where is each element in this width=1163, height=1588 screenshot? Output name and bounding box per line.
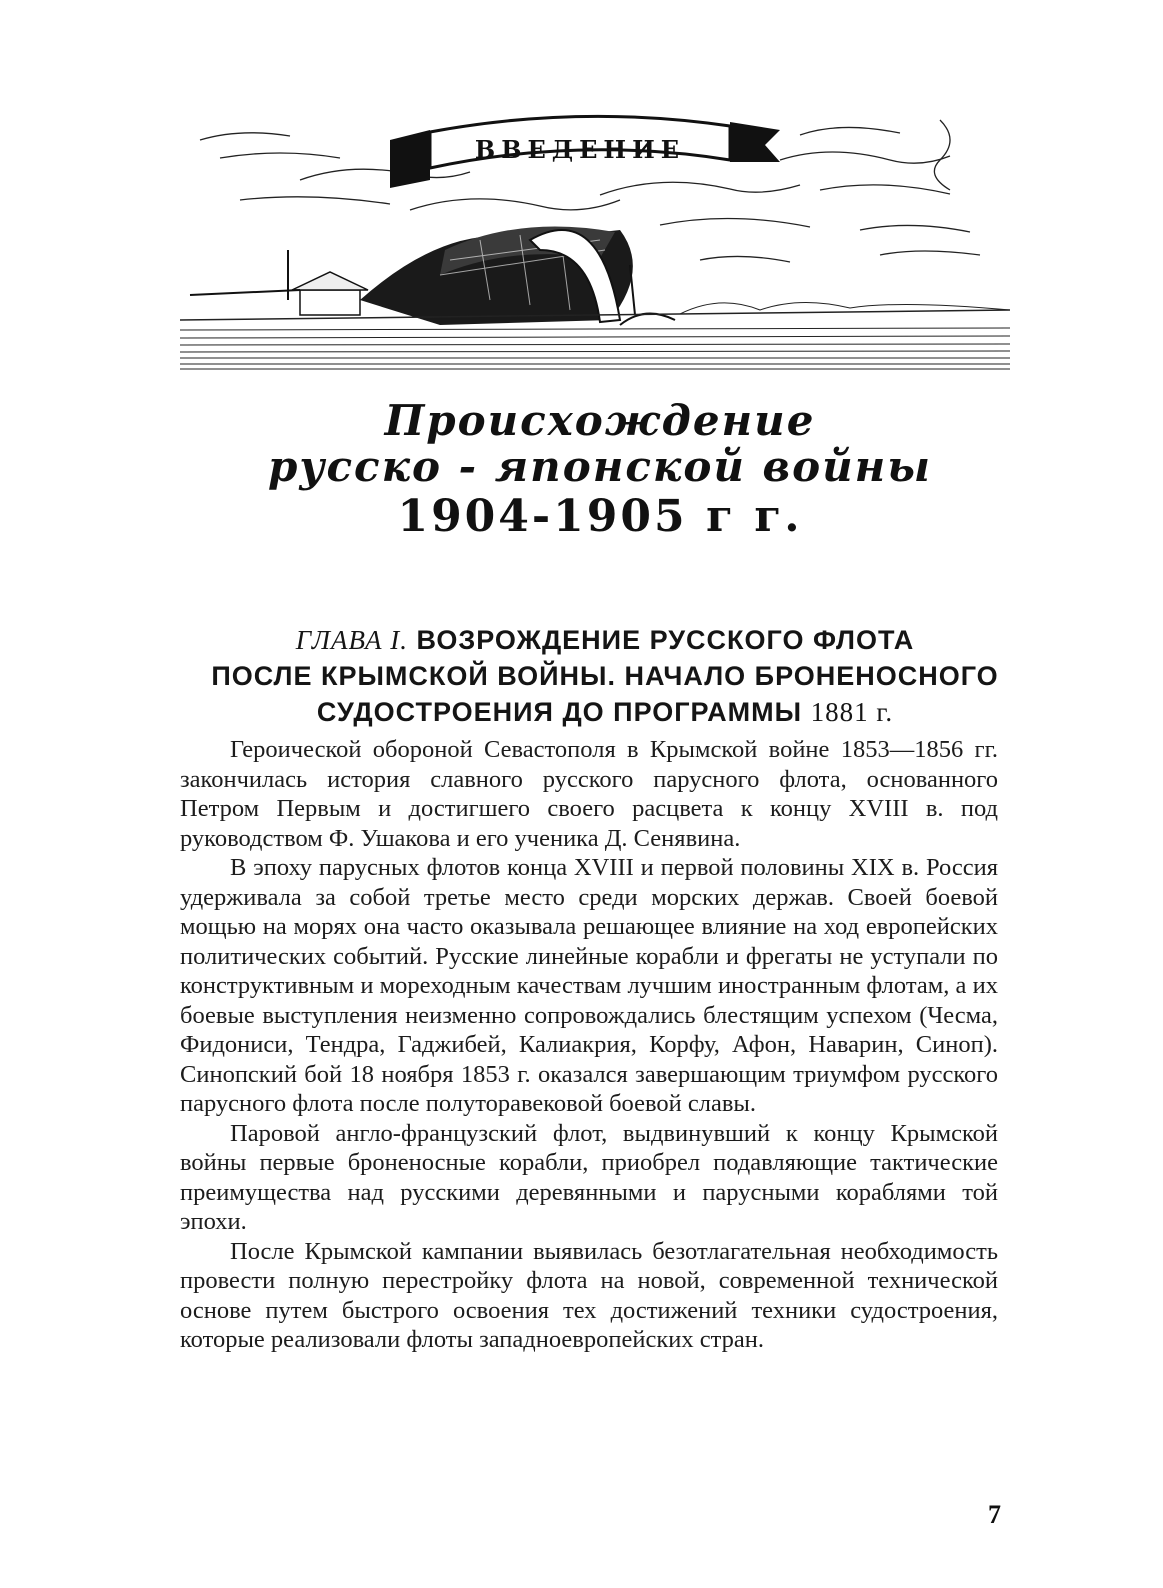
chapter-heading-line-3 bbox=[180, 694, 1030, 730]
banner-text: ВВЕДЕНИЕ bbox=[474, 135, 686, 164]
chapter-heading-text-2: ПОСЛЕ КРЫМСКОЙ ВОЙНЫ. НАЧАЛО БРОНЕНОСНОГО bbox=[211, 661, 999, 691]
chapter-heading-line-1 bbox=[180, 622, 1030, 658]
chapter-heading-year: 1881 г. bbox=[810, 697, 894, 727]
paragraph: После Крымской кампании выявилась безотлагательная необходимость провести полную перестройку флота на новой, современной технической основе путем быстрого освоения тех достижений техники судостроения, которые реализовали флоты западноевропейских стран. bbox=[180, 1237, 998, 1353]
page-number: 7 bbox=[988, 1500, 1001, 1529]
paragraph: В эпоху парусных флотов конца XVIII и первой половины XIX в. Россия удерживала за собой третье место среди морских держав. Своей боевой мощью на морях она часто оказывала решающее влияние на ход европейских политических событий. Русские линейные корабли и фрегаты не уступали по конструктивным и мореходным качествам лучшим иностранным флотам, а их боевые выступления неизменно сопровождались блестящим успехом (Чесма, Фидониси, Тендра, Гаджибей, Калиакрия, Корфу, Афон, Наварин, Синоп). Синопский бой 18 ноября 1853 г. оказался завершающим триумфом русского парусного флота после полуторавековой боевой славы. bbox=[180, 854, 998, 1117]
chapter-heading bbox=[180, 622, 1030, 730]
header-vignette bbox=[180, 100, 1010, 370]
title-line-1: Происхождение bbox=[384, 396, 816, 445]
title-line-2: русско - японской войны bbox=[267, 442, 932, 491]
book-title bbox=[200, 398, 1000, 544]
chapter-heading-text-1: ВОЗРОЖДЕНИЕ РУССКОГО ФЛОТА bbox=[416, 625, 915, 655]
chapter-label: ГЛАВА I. bbox=[295, 625, 408, 655]
title-years: 1904-1905 г г. bbox=[397, 491, 803, 542]
chapter-heading-text-3: СУДОСТРОЕНИЯ ДО ПРОГРАММЫ bbox=[316, 697, 803, 727]
paragraph: Героической обороной Севастополя в Крымской войне 1853—1856 гг. закончилась история славного русского парусного флота, основанного Петром Первым и достигшего своего расцвета к концу XVIII в. под руководством Ф. Ушакова и его ученика Д. Сенявина. bbox=[180, 736, 998, 852]
body-text bbox=[180, 735, 998, 1355]
paragraph: Паровой англо-французский флот, выдвинувший к концу Крымской войны первые броненосные корабли, приобрел подавляющие тактические преимущества над русскими деревянными и парусными кораблями той эпохи. bbox=[180, 1119, 998, 1235]
shipyard-scene bbox=[190, 226, 675, 325]
